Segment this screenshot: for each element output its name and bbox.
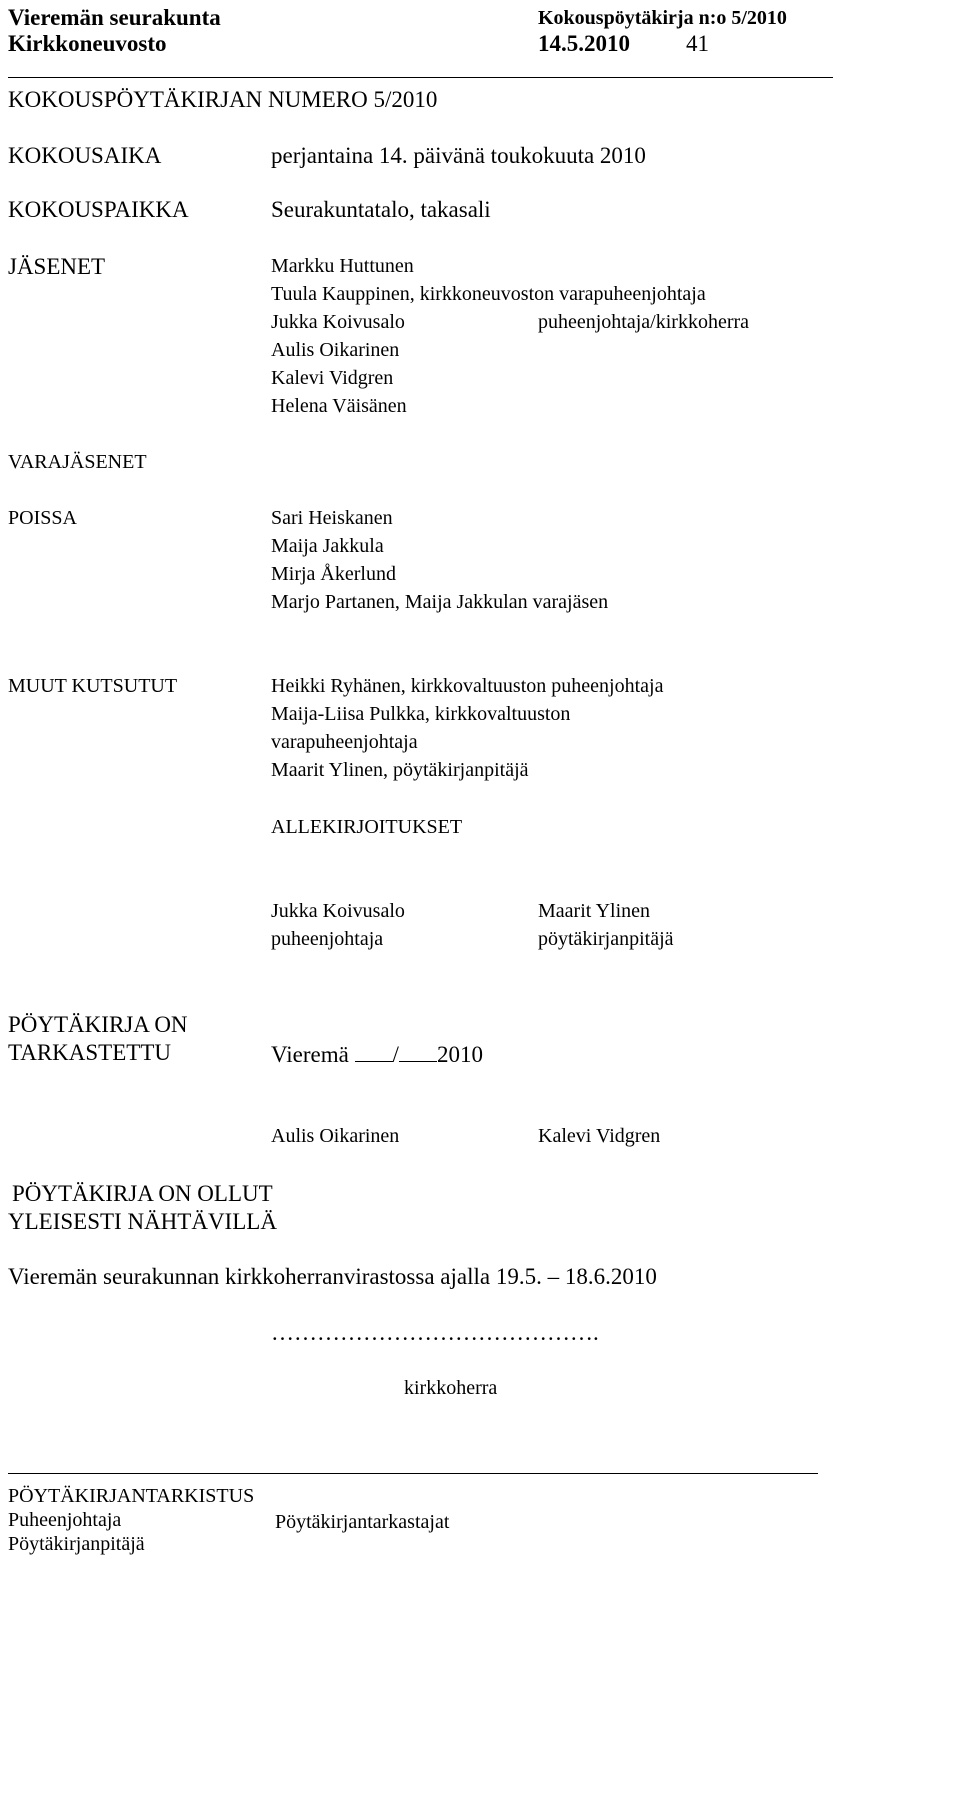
checker-2: Kalevi Vidgren	[538, 1125, 661, 1147]
public-label-2: YLEISESTI NÄHTÄVILLÄ	[8, 1209, 277, 1234]
invited-label: MUUT KUTSUTUT	[8, 675, 178, 697]
signatures-label: ALLEKIRJOITUKSET	[271, 816, 463, 838]
page-title: KOKOUSPÖYTÄKIRJAN NUMERO 5/2010	[8, 87, 438, 112]
footer-secretary: Pöytäkirjanpitäjä	[8, 1533, 145, 1555]
place-value: Seurakuntatalo, takasali	[271, 197, 491, 222]
absent-item: Sari Heiskanen	[271, 507, 393, 529]
absent-item: Maija Jakkula	[271, 535, 384, 557]
absent-item: Mirja Åkerlund	[271, 563, 396, 585]
member-item: Markku Huttunen	[271, 255, 414, 277]
checked-place: Vieremä	[271, 1042, 349, 1067]
checked-year: 2010	[436, 1042, 483, 1067]
signature-left-role: puheenjohtaja	[271, 928, 384, 950]
deputies-label: VARAJÄSENET	[8, 451, 147, 473]
members-label: JÄSENET	[8, 254, 106, 279]
member-item: Aulis Oikarinen	[271, 339, 400, 361]
invited-item: Maarit Ylinen, pöytäkirjanpitäjä	[271, 759, 529, 781]
footer-chair: Puheenjohtaja	[8, 1509, 122, 1531]
member-item: Tuula Kauppinen, kirkkoneuvoston varapuheenjohtaja	[271, 283, 706, 305]
absent-label: POISSA	[8, 507, 77, 529]
invited-item: Maija-Liisa Pulkka, kirkkovaltuuston	[271, 703, 571, 725]
day-blank	[355, 1041, 393, 1062]
date-slash: /	[392, 1042, 399, 1067]
checked-label-1: PÖYTÄKIRJA ON	[8, 1012, 188, 1037]
public-label-1: PÖYTÄKIRJA ON OLLUT	[12, 1181, 273, 1206]
member-role: puheenjohtaja/kirkkoherra	[538, 311, 750, 333]
signature-right-role: pöytäkirjanpitäjä	[538, 928, 674, 950]
month-blank	[399, 1041, 437, 1062]
place-label: KOKOUSPAIKKA	[8, 197, 189, 222]
signature-dots: …………………………………….	[271, 1320, 599, 1345]
header-org: Vieremän seurakunta	[8, 5, 221, 30]
invited-item: Heikki Ryhänen, kirkkovaltuuston puheenjohtaja	[271, 675, 664, 697]
signature-right-name: Maarit Ylinen	[538, 900, 651, 922]
header-rule	[8, 77, 833, 78]
footer-checkers: Pöytäkirjantarkastajat	[275, 1511, 450, 1533]
checked-label-2: TARKASTETTU	[8, 1040, 171, 1065]
header-date: 14.5.2010	[538, 31, 630, 56]
footer-rule	[8, 1473, 818, 1474]
member-item: Jukka Koivusalo	[271, 311, 405, 333]
signature-left-name: Jukka Koivusalo	[271, 900, 405, 922]
absent-item: Marjo Partanen, Maija Jakkulan varajäsen	[271, 591, 609, 613]
member-item: Kalevi Vidgren	[271, 367, 394, 389]
public-signer: kirkkoherra	[404, 1377, 498, 1399]
footer-label: PÖYTÄKIRJANTARKISTUS	[8, 1485, 255, 1507]
checker-1: Aulis Oikarinen	[271, 1125, 400, 1147]
time-value: perjantaina 14. päivänä toukokuuta 2010	[271, 143, 646, 168]
member-item: Helena Väisänen	[271, 395, 407, 417]
time-label: KOKOUSAIKA	[8, 143, 162, 168]
header-doc: Kokouspöytäkirja n:o 5/2010	[538, 7, 787, 29]
header-body: Kirkkoneuvosto	[8, 31, 167, 56]
header-page: 41	[686, 31, 709, 56]
checked-place-line	[271, 1041, 483, 1066]
invited-item: varapuheenjohtaja	[271, 731, 418, 753]
public-text: Vieremän seurakunnan kirkkoherranvirastossa ajalla 19.5. – 18.6.2010	[8, 1264, 657, 1289]
